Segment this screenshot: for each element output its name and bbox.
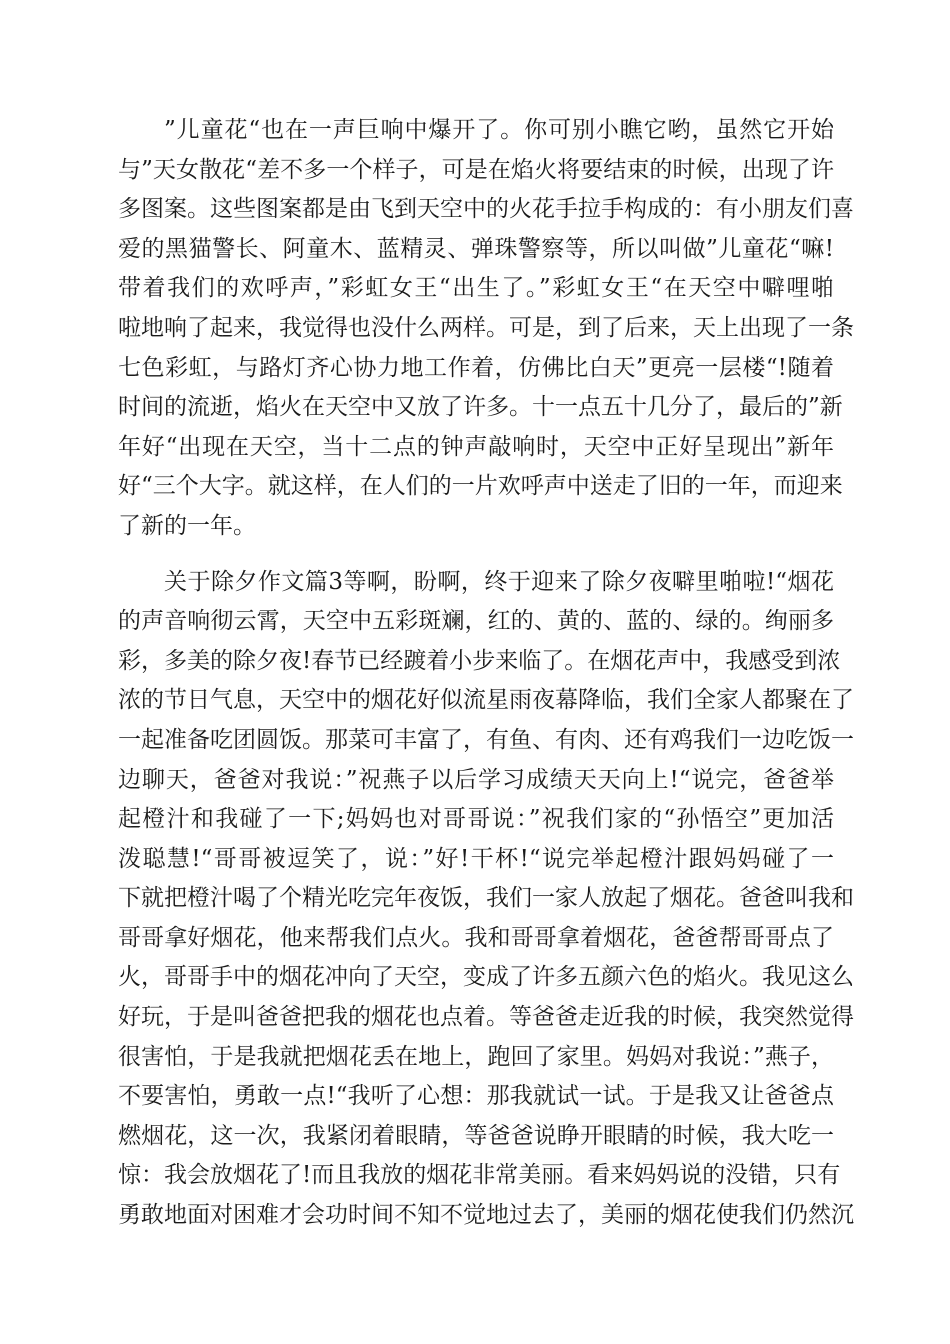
text-line: 好玩，于是叫爸爸把我的烟花也点着。等爸爸走近我的时候，我突然觉得 [118,1004,854,1031]
text-line: 七色彩虹，与路灯齐心协力地工作着，仿佛比白天”更亮一层楼“!随着 [118,354,834,381]
paragraph-gap [118,547,834,563]
text-line: 一起准备吃团圆饭。那菜可丰富了，有鱼、有肉、还有鸡我们一边吃饭一 [118,726,854,753]
text-line: 带着我们的欢呼声，”彩虹女王“出生了。”彩虹女王“在天空中噼哩啪 [118,275,834,302]
text-line: 火，哥哥手中的烟花冲向了天空，变成了许多五颜六色的焰火。我见这么 [118,964,854,991]
document-page [118,111,854,1236]
text-line: 很害怕，于是我就把烟花丢在地上，跑回了家里。妈妈对我说：”燕子， [118,1043,834,1070]
text-line: 好“三个大字。就这样，在人们的一片欢呼声中送走了旧的一年，而迎来 [118,473,843,500]
text-line: 泼聪慧!“哥哥被逗笑了，说：”好!干杯!“说完举起橙汁跟妈妈碰了一 [118,845,834,872]
paragraph-new-year-eve-essay [118,563,854,1236]
paragraph-fireworks-night [118,111,854,547]
text-line: 年好“出现在天空，当十二点的钟声敲响时，天空中正好呈现出”新年 [118,433,834,460]
text-line: 边聊天，爸爸对我说：”祝燕子以后学习成绩天天向上!“说完，爸爸举 [118,766,834,793]
text-line: 不要害怕，勇敢一点!“我听了心想：那我就试一试。于是我又让爸爸点 [118,1083,834,1110]
text-line: 燃烟花，这一次，我紧闭着眼睛，等爸爸说睁开眼睛的时候，我大吃一 [118,1122,834,1149]
text-line: 浓的节日气息，天空中的烟花好似流星雨夜幕降临，我们全家人都聚在了 [118,687,854,714]
text-line: 了新的一年。 [118,512,256,539]
text-line: 的声音响彻云霄，天空中五彩斑斓，红的、黄的、蓝的、绿的。绚丽多 [118,608,834,635]
text-line: 爱的黑猫警长、阿童木、蓝精灵、弹珠警察等，所以叫做”儿童花“嘛! [118,235,834,262]
text-line: 与”天女散花“差不多一个样子，可是在焰火将要结束的时候，出现了许 [118,156,834,183]
text-line: 勇敢地面对困难才会功时间不知不觉地过去了，美丽的烟花使我们仍然沉 [118,1202,854,1229]
text-line: 彩，多美的除夕夜!春节已经踱着小步来临了。在烟花声中，我感受到浓 [118,647,841,674]
text-line: ”儿童花“也在一声巨响中爆开了。你可别小瞧它哟，虽然它开始 [164,117,834,143]
text-line: 下就把橙汁喝了个精光吃完年夜饭，我们一家人放起了烟花。爸爸叫我和 [118,885,854,912]
text-line: 时间的流逝，焰火在天空中又放了许多。十一点五十几分了，最后的”新 [118,394,843,421]
text-line: 多图案。这些图案都是由飞到天空中的火花手拉手构成的：有小朋友们喜 [118,196,854,223]
text-line: 关于除夕作文篇3等啊，盼啊，终于迎来了除夕夜噼里啪啦!“烟花 [164,568,834,595]
text-line: 惊：我会放烟花了!而且我放的烟花非常美丽。看来妈妈说的没错，只有 [118,1162,841,1189]
text-line: 哥哥拿好烟花，他来帮我们点火。我和哥哥拿着烟花，爸爸帮哥哥点了 [118,924,834,951]
text-line: 啦地响了起来，我觉得也没什么两样。可是，到了后来，天上出现了一条 [118,314,854,341]
text-line: 起橙汁和我碰了一下;妈妈也对哥哥说：”祝我们家的“孙悟空”更加活 [118,806,834,833]
